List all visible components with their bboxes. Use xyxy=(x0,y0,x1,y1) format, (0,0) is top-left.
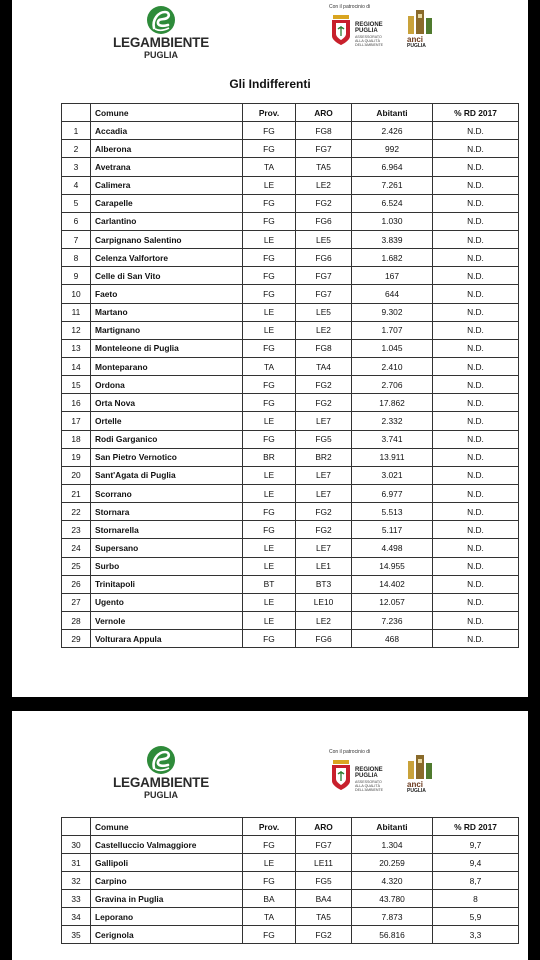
regione-puglia-logo xyxy=(330,14,384,48)
header-prov: Prov. xyxy=(243,818,296,836)
rd-table xyxy=(61,817,519,944)
cell-abitanti: 14.955 xyxy=(352,557,433,575)
cell-aro: FG5 xyxy=(296,872,352,890)
cell-number: 16 xyxy=(62,394,91,412)
cell-comune: Cerignola xyxy=(91,926,243,944)
table-row xyxy=(62,303,519,321)
cell-aro: FG2 xyxy=(296,376,352,394)
cell-abitanti: 1.707 xyxy=(352,321,433,339)
regione-dept-line2: ALLA QUALITÀ xyxy=(355,39,380,43)
legambiente-name: LEGAMBIENTE xyxy=(112,35,210,50)
cell-number: 13 xyxy=(62,339,91,357)
cell-comune: Stornara xyxy=(91,503,243,521)
regione-name-line1: REGIONE xyxy=(355,22,383,28)
cell-abitanti: 644 xyxy=(352,285,433,303)
table-row xyxy=(62,484,519,502)
cell-comune: Alberona xyxy=(91,140,243,158)
anci-sub: PUGLIA xyxy=(407,43,426,49)
table-row xyxy=(62,140,519,158)
cell-abitanti: 1.304 xyxy=(352,836,433,854)
cell-aro: BT3 xyxy=(296,575,352,593)
indifferenti-table xyxy=(61,103,519,648)
cell-abitanti: 1.682 xyxy=(352,249,433,267)
table-row xyxy=(62,194,519,212)
cell-abitanti: 3.021 xyxy=(352,466,433,484)
header-prov: Prov. xyxy=(243,104,296,122)
cell-rd-2017: N.D. xyxy=(433,503,519,521)
regione-dept-line3: DELL'AMBIENTE xyxy=(355,43,384,47)
cell-comune: Calimera xyxy=(91,176,243,194)
anci-tower-icon xyxy=(407,755,433,779)
cell-number: 14 xyxy=(62,357,91,375)
cell-aro: FG5 xyxy=(296,430,352,448)
anci-sub: PUGLIA xyxy=(407,788,426,794)
cell-prov: LE xyxy=(243,303,296,321)
cell-number: 30 xyxy=(62,836,91,854)
cell-aro: LE10 xyxy=(296,593,352,611)
cell-rd-2017: N.D. xyxy=(433,521,519,539)
cell-comune: Orta Nova xyxy=(91,394,243,412)
cell-aro: FG6 xyxy=(296,212,352,230)
regione-dept-line2: ALLA QUALITÀ xyxy=(355,784,380,788)
legambiente-sub: PUGLIA xyxy=(143,50,178,60)
cell-abitanti: 167 xyxy=(352,267,433,285)
cell-comune: Stornarella xyxy=(91,521,243,539)
cell-rd-2017: N.D. xyxy=(433,321,519,339)
cell-aro: FG2 xyxy=(296,521,352,539)
cell-comune: Celle di San Vito xyxy=(91,267,243,285)
cell-comune: Volturara Appula xyxy=(91,630,243,648)
patronage-label: Con il patrocinio di xyxy=(329,4,371,10)
cell-abitanti: 4.498 xyxy=(352,539,433,557)
cell-abitanti: 992 xyxy=(352,140,433,158)
cell-number: 1 xyxy=(62,122,91,140)
cell-abitanti: 2.332 xyxy=(352,412,433,430)
cell-number: 6 xyxy=(62,212,91,230)
cell-rd-2017: 8 xyxy=(433,890,519,908)
cell-aro: LE2 xyxy=(296,611,352,629)
cell-prov: FG xyxy=(243,140,296,158)
cell-aro: TA5 xyxy=(296,908,352,926)
header-abitanti: Abitanti xyxy=(352,818,433,836)
cell-aro: FG7 xyxy=(296,140,352,158)
table-row xyxy=(62,176,519,194)
cell-prov: LE xyxy=(243,466,296,484)
cell-rd-2017: N.D. xyxy=(433,212,519,230)
cell-prov: FG xyxy=(243,521,296,539)
cell-rd-2017: N.D. xyxy=(433,430,519,448)
cell-comune: Rodi Garganico xyxy=(91,430,243,448)
cell-rd-2017: 5,9 xyxy=(433,908,519,926)
cell-number: 12 xyxy=(62,321,91,339)
cell-number: 9 xyxy=(62,267,91,285)
table-row xyxy=(62,611,519,629)
regione-name-line1: REGIONE xyxy=(355,767,383,773)
cell-prov: FG xyxy=(243,836,296,854)
cell-aro: FG2 xyxy=(296,926,352,944)
anci-name: anci xyxy=(407,35,424,44)
legambiente-logo xyxy=(106,744,216,800)
legambiente-sub: PUGLIA xyxy=(143,790,178,800)
cell-aro: FG6 xyxy=(296,630,352,648)
cell-number: 34 xyxy=(62,908,91,926)
cell-abitanti: 9.302 xyxy=(352,303,433,321)
cell-prov: FG xyxy=(243,872,296,890)
cell-prov: LE xyxy=(243,854,296,872)
cell-abitanti: 20.259 xyxy=(352,854,433,872)
header-abitanti: Abitanti xyxy=(352,104,433,122)
cell-number: 22 xyxy=(62,503,91,521)
cell-rd-2017: 3,3 xyxy=(433,926,519,944)
cell-rd-2017: N.D. xyxy=(433,267,519,285)
cell-aro: LE2 xyxy=(296,176,352,194)
cell-number: 20 xyxy=(62,466,91,484)
cell-aro: LE1 xyxy=(296,557,352,575)
cell-aro: FG2 xyxy=(296,394,352,412)
cell-rd-2017: N.D. xyxy=(433,630,519,648)
patronage-block xyxy=(327,4,437,54)
table-row xyxy=(62,575,519,593)
cell-abitanti: 5.117 xyxy=(352,521,433,539)
cell-rd-2017: N.D. xyxy=(433,285,519,303)
cell-comune: Trinitapoli xyxy=(91,575,243,593)
cell-number: 15 xyxy=(62,376,91,394)
cell-abitanti: 3.839 xyxy=(352,230,433,248)
cell-comune: Supersano xyxy=(91,539,243,557)
table-row xyxy=(62,321,519,339)
cell-aro: LE2 xyxy=(296,321,352,339)
table-header-row xyxy=(62,818,519,836)
document-page-2 xyxy=(12,711,528,960)
cell-prov: BA xyxy=(243,890,296,908)
cell-abitanti: 2.706 xyxy=(352,376,433,394)
document-page-1 xyxy=(12,0,528,697)
cell-comune: Surbo xyxy=(91,557,243,575)
cell-aro: LE7 xyxy=(296,484,352,502)
cell-comune: Ugento xyxy=(91,593,243,611)
table-row xyxy=(62,872,519,890)
cell-aro: FG7 xyxy=(296,267,352,285)
cell-number: 33 xyxy=(62,890,91,908)
legambiente-logo xyxy=(106,4,216,60)
cell-rd-2017: N.D. xyxy=(433,466,519,484)
cell-number: 25 xyxy=(62,557,91,575)
cell-abitanti: 6.964 xyxy=(352,158,433,176)
cell-prov: FG xyxy=(243,194,296,212)
cell-abitanti: 14.402 xyxy=(352,575,433,593)
regione-name-line2: PUGLIA xyxy=(355,773,378,779)
cell-comune: Avetrana xyxy=(91,158,243,176)
cell-aro: FG6 xyxy=(296,249,352,267)
cell-prov: FG xyxy=(243,376,296,394)
cell-prov: TA xyxy=(243,357,296,375)
cell-rd-2017: N.D. xyxy=(433,249,519,267)
header-number xyxy=(62,104,91,122)
cell-prov: FG xyxy=(243,122,296,140)
cell-abitanti: 7.261 xyxy=(352,176,433,194)
table-row xyxy=(62,630,519,648)
cell-rd-2017: N.D. xyxy=(433,484,519,502)
cell-number: 19 xyxy=(62,448,91,466)
cell-aro: BA4 xyxy=(296,890,352,908)
table-row xyxy=(62,158,519,176)
cell-number: 4 xyxy=(62,176,91,194)
cell-number: 8 xyxy=(62,249,91,267)
cell-comune: San Pietro Vernotico xyxy=(91,448,243,466)
cell-comune: Vernole xyxy=(91,611,243,629)
cell-prov: TA xyxy=(243,158,296,176)
cell-comune: Celenza Valfortore xyxy=(91,249,243,267)
cell-aro: FG7 xyxy=(296,836,352,854)
table-row xyxy=(62,249,519,267)
cell-rd-2017: N.D. xyxy=(433,140,519,158)
cell-number: 24 xyxy=(62,539,91,557)
header-rd-2017: % RD 2017 xyxy=(433,818,519,836)
legambiente-swan-icon xyxy=(146,744,176,776)
cell-rd-2017: N.D. xyxy=(433,339,519,357)
cell-prov: FG xyxy=(243,430,296,448)
regione-dept-line1: ASSESSORATO xyxy=(355,780,382,784)
cell-abitanti: 7.236 xyxy=(352,611,433,629)
cell-abitanti: 1.030 xyxy=(352,212,433,230)
cell-comune: Monteparano xyxy=(91,357,243,375)
cell-rd-2017: N.D. xyxy=(433,176,519,194)
cell-rd-2017: N.D. xyxy=(433,575,519,593)
cell-abitanti: 6.524 xyxy=(352,194,433,212)
cell-aro: LE7 xyxy=(296,466,352,484)
cell-abitanti: 3.741 xyxy=(352,430,433,448)
cell-comune: Ordona xyxy=(91,376,243,394)
cell-rd-2017: N.D. xyxy=(433,611,519,629)
cell-rd-2017: N.D. xyxy=(433,376,519,394)
cell-comune: Leporano xyxy=(91,908,243,926)
cell-rd-2017: 8,7 xyxy=(433,872,519,890)
cell-prov: LE xyxy=(243,611,296,629)
cell-aro: BR2 xyxy=(296,448,352,466)
document-title: Gli Indifferenti xyxy=(229,77,311,91)
cell-rd-2017: N.D. xyxy=(433,412,519,430)
anci-name: anci xyxy=(407,780,424,789)
cell-aro: LE11 xyxy=(296,854,352,872)
cell-prov: LE xyxy=(243,230,296,248)
cell-rd-2017: N.D. xyxy=(433,230,519,248)
cell-prov: FG xyxy=(243,285,296,303)
cell-prov: FG xyxy=(243,926,296,944)
table-row xyxy=(62,466,519,484)
cell-prov: FG xyxy=(243,339,296,357)
table-row xyxy=(62,285,519,303)
cell-number: 5 xyxy=(62,194,91,212)
cell-comune: Scorrano xyxy=(91,484,243,502)
cell-comune: Castelluccio Valmaggiore xyxy=(91,836,243,854)
cell-number: 32 xyxy=(62,872,91,890)
header-comune: Comune xyxy=(91,818,243,836)
cell-rd-2017: 9,7 xyxy=(433,836,519,854)
cell-rd-2017: N.D. xyxy=(433,158,519,176)
cell-rd-2017: N.D. xyxy=(433,303,519,321)
cell-aro: FG8 xyxy=(296,122,352,140)
cell-prov: FG xyxy=(243,212,296,230)
regione-puglia-logo xyxy=(330,759,384,793)
cell-prov: LE xyxy=(243,412,296,430)
cell-comune: Gravina in Puglia xyxy=(91,890,243,908)
cell-aro: FG7 xyxy=(296,285,352,303)
cell-prov: FG xyxy=(243,267,296,285)
header-comune: Comune xyxy=(91,104,243,122)
cell-number: 35 xyxy=(62,926,91,944)
cell-comune: Ortelle xyxy=(91,412,243,430)
cell-abitanti: 2.426 xyxy=(352,122,433,140)
patronage-label: Con il patrocinio di xyxy=(329,749,371,755)
cell-rd-2017: N.D. xyxy=(433,557,519,575)
cell-abitanti: 7.873 xyxy=(352,908,433,926)
cell-abitanti: 17.862 xyxy=(352,394,433,412)
cell-prov: FG xyxy=(243,249,296,267)
cell-aro: TA4 xyxy=(296,357,352,375)
table-row xyxy=(62,412,519,430)
cell-number: 31 xyxy=(62,854,91,872)
cell-number: 27 xyxy=(62,593,91,611)
cell-number: 17 xyxy=(62,412,91,430)
cell-rd-2017: N.D. xyxy=(433,122,519,140)
regione-crest-icon xyxy=(330,14,352,46)
header-rd-2017: % RD 2017 xyxy=(433,104,519,122)
cell-number: 18 xyxy=(62,430,91,448)
cell-comune: Carapelle xyxy=(91,194,243,212)
cell-aro: TA5 xyxy=(296,158,352,176)
cell-comune: Gallipoli xyxy=(91,854,243,872)
cell-prov: FG xyxy=(243,630,296,648)
cell-abitanti: 2.410 xyxy=(352,357,433,375)
header-aro: ARO xyxy=(296,104,352,122)
legambiente-name: LEGAMBIENTE xyxy=(112,775,210,790)
table-row xyxy=(62,267,519,285)
cell-rd-2017: 9,4 xyxy=(433,854,519,872)
table-row xyxy=(62,122,519,140)
cell-number: 21 xyxy=(62,484,91,502)
table-row xyxy=(62,212,519,230)
cell-abitanti: 13.911 xyxy=(352,448,433,466)
cell-abitanti: 468 xyxy=(352,630,433,648)
cell-prov: LE xyxy=(243,593,296,611)
table-row xyxy=(62,836,519,854)
cell-abitanti: 43.780 xyxy=(352,890,433,908)
cell-aro: LE7 xyxy=(296,412,352,430)
cell-prov: TA xyxy=(243,908,296,926)
table-row xyxy=(62,339,519,357)
cell-abitanti: 6.977 xyxy=(352,484,433,502)
regione-dept-line1: ASSESSORATO xyxy=(355,35,382,39)
cell-comune: Carlantino xyxy=(91,212,243,230)
cell-prov: BR xyxy=(243,448,296,466)
cell-prov: LE xyxy=(243,484,296,502)
cell-rd-2017: N.D. xyxy=(433,539,519,557)
cell-number: 7 xyxy=(62,230,91,248)
cell-comune: Sant'Agata di Puglia xyxy=(91,466,243,484)
cell-abitanti: 5.513 xyxy=(352,503,433,521)
cell-number: 3 xyxy=(62,158,91,176)
cell-comune: Faeto xyxy=(91,285,243,303)
cell-abitanti: 4.320 xyxy=(352,872,433,890)
table-row xyxy=(62,926,519,944)
table-row xyxy=(62,230,519,248)
table-row xyxy=(62,593,519,611)
header-number xyxy=(62,818,91,836)
table-row xyxy=(62,557,519,575)
header-aro: ARO xyxy=(296,818,352,836)
cell-rd-2017: N.D. xyxy=(433,394,519,412)
cell-prov: FG xyxy=(243,503,296,521)
regione-crest-icon xyxy=(330,759,352,791)
regione-dept-line3: DELL'AMBIENTE xyxy=(355,788,384,792)
cell-abitanti: 1.045 xyxy=(352,339,433,357)
cell-comune: Martignano xyxy=(91,321,243,339)
cell-aro: LE5 xyxy=(296,230,352,248)
cell-prov: LE xyxy=(243,539,296,557)
cell-number: 11 xyxy=(62,303,91,321)
table-row xyxy=(62,376,519,394)
table-row xyxy=(62,357,519,375)
table-row xyxy=(62,854,519,872)
legambiente-swan-icon xyxy=(146,4,176,36)
cell-rd-2017: N.D. xyxy=(433,593,519,611)
anci-puglia-logo xyxy=(407,10,433,49)
anci-puglia-logo xyxy=(407,755,433,794)
table-header-row xyxy=(62,104,519,122)
table-row xyxy=(62,448,519,466)
anci-tower-icon xyxy=(407,10,433,34)
cell-aro: FG8 xyxy=(296,339,352,357)
regione-name-line2: PUGLIA xyxy=(355,28,378,34)
cell-prov: LE xyxy=(243,557,296,575)
cell-aro: FG2 xyxy=(296,503,352,521)
table-row xyxy=(62,521,519,539)
cell-abitanti: 12.057 xyxy=(352,593,433,611)
cell-number: 26 xyxy=(62,575,91,593)
cell-aro: FG2 xyxy=(296,194,352,212)
table-row xyxy=(62,908,519,926)
table-row xyxy=(62,539,519,557)
cell-comune: Carpignano Salentino xyxy=(91,230,243,248)
cell-number: 23 xyxy=(62,521,91,539)
cell-rd-2017: N.D. xyxy=(433,448,519,466)
cell-aro: LE5 xyxy=(296,303,352,321)
cell-prov: BT xyxy=(243,575,296,593)
cell-number: 28 xyxy=(62,611,91,629)
cell-abitanti: 56.816 xyxy=(352,926,433,944)
cell-prov: LE xyxy=(243,176,296,194)
table-row xyxy=(62,503,519,521)
cell-comune: Accadia xyxy=(91,122,243,140)
cell-aro: LE7 xyxy=(296,539,352,557)
table-row xyxy=(62,430,519,448)
table-row xyxy=(62,890,519,908)
cell-comune: Monteleone di Puglia xyxy=(91,339,243,357)
table-row xyxy=(62,394,519,412)
cell-comune: Martano xyxy=(91,303,243,321)
cell-number: 10 xyxy=(62,285,91,303)
cell-rd-2017: N.D. xyxy=(433,357,519,375)
cell-comune: Carpino xyxy=(91,872,243,890)
cell-rd-2017: N.D. xyxy=(433,194,519,212)
cell-prov: LE xyxy=(243,321,296,339)
cell-number: 29 xyxy=(62,630,91,648)
cell-number: 2 xyxy=(62,140,91,158)
cell-prov: FG xyxy=(243,394,296,412)
patronage-block xyxy=(327,749,437,799)
